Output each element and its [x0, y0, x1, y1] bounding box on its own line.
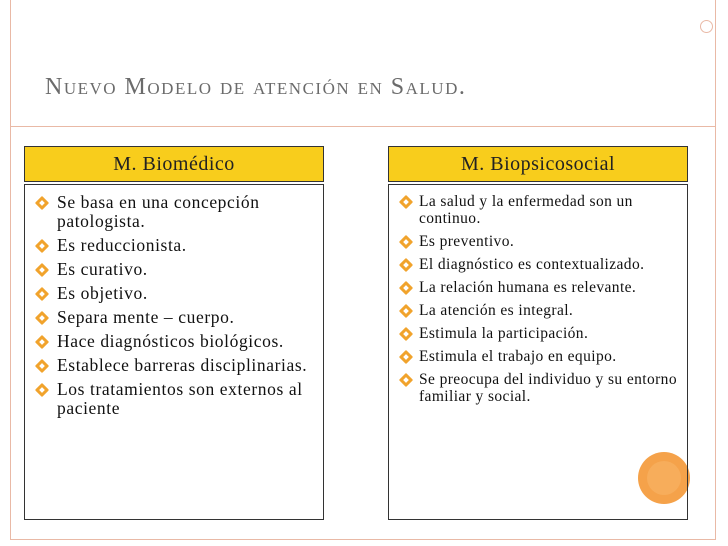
list-item-text: Los tratamientos son externos al paciente: [57, 379, 303, 418]
list-item-text: Hace diagnósticos biológicos.: [57, 331, 284, 351]
diamond-bullet-icon: [35, 311, 49, 325]
list-item: [397, 193, 683, 227]
slide-title: Nuevo Modelo de atención en Salud.: [45, 74, 467, 100]
list-item-text: La atención es integral.: [419, 302, 574, 319]
list-item: [33, 193, 317, 231]
list-item: [33, 260, 317, 279]
list-item-text: Establece barreras disciplinarias.: [57, 355, 308, 375]
diamond-bullet-icon: [35, 287, 49, 301]
list-item-text: Separa mente – cuerpo.: [57, 307, 235, 327]
list-item: [397, 256, 683, 273]
diamond-bullet-icon: [399, 195, 412, 208]
list-item-text: La salud y la enfermedad son un continuo.: [419, 193, 633, 227]
diamond-bullet-icon: [399, 350, 412, 363]
list-item: [33, 284, 317, 303]
list-item-text: Es objetivo.: [57, 283, 148, 303]
corner-dot-decoration: [700, 20, 713, 33]
list-item-text: Estimula el trabajo en equipo.: [419, 348, 617, 365]
list-item: [33, 236, 317, 255]
biopsychosocial-header: M. Biopsicosocial: [388, 146, 688, 182]
list-item-text: La relación humana es relevante.: [419, 279, 637, 296]
diamond-bullet-icon: [35, 263, 49, 277]
list-item: [397, 371, 683, 405]
list-item-text: Se basa en una concepción patologista.: [57, 192, 260, 231]
diamond-bullet-icon: [399, 258, 412, 271]
diamond-bullet-icon: [399, 373, 412, 386]
list-item: [33, 332, 317, 351]
diamond-bullet-icon: [35, 196, 49, 210]
list-item-text: Estimula la participación.: [419, 325, 589, 342]
list-item-text: Es reduccionista.: [57, 235, 187, 255]
list-item: [397, 302, 683, 319]
diamond-bullet-icon: [399, 235, 412, 248]
biomedical-list: [25, 185, 323, 418]
diamond-bullet-icon: [399, 304, 412, 317]
list-item: [397, 325, 683, 342]
list-item: [33, 380, 317, 418]
biopsychosocial-list: [389, 185, 687, 405]
list-item-text: Es curativo.: [57, 259, 148, 279]
biopsychosocial-list-box: [388, 184, 688, 520]
title-divider: [10, 126, 716, 127]
list-item: [33, 308, 317, 327]
diamond-bullet-icon: [35, 359, 49, 373]
list-item: [397, 233, 683, 250]
list-item-text: Se preocupa del individuo y su entorno familiar y social.: [419, 371, 677, 405]
diamond-bullet-icon: [399, 281, 412, 294]
biomedical-list-box: [24, 184, 324, 520]
list-item: [397, 348, 683, 365]
list-item: [397, 279, 683, 296]
diamond-bullet-icon: [35, 383, 49, 397]
list-item: [33, 356, 317, 375]
list-item-text: El diagnóstico es contextualizado.: [419, 256, 645, 273]
diamond-bullet-icon: [35, 239, 49, 253]
list-item-text: Es preventivo.: [419, 233, 515, 250]
diamond-bullet-icon: [399, 327, 412, 340]
diamond-bullet-icon: [35, 335, 49, 349]
biomedical-header: M. Biomédico: [24, 146, 324, 182]
